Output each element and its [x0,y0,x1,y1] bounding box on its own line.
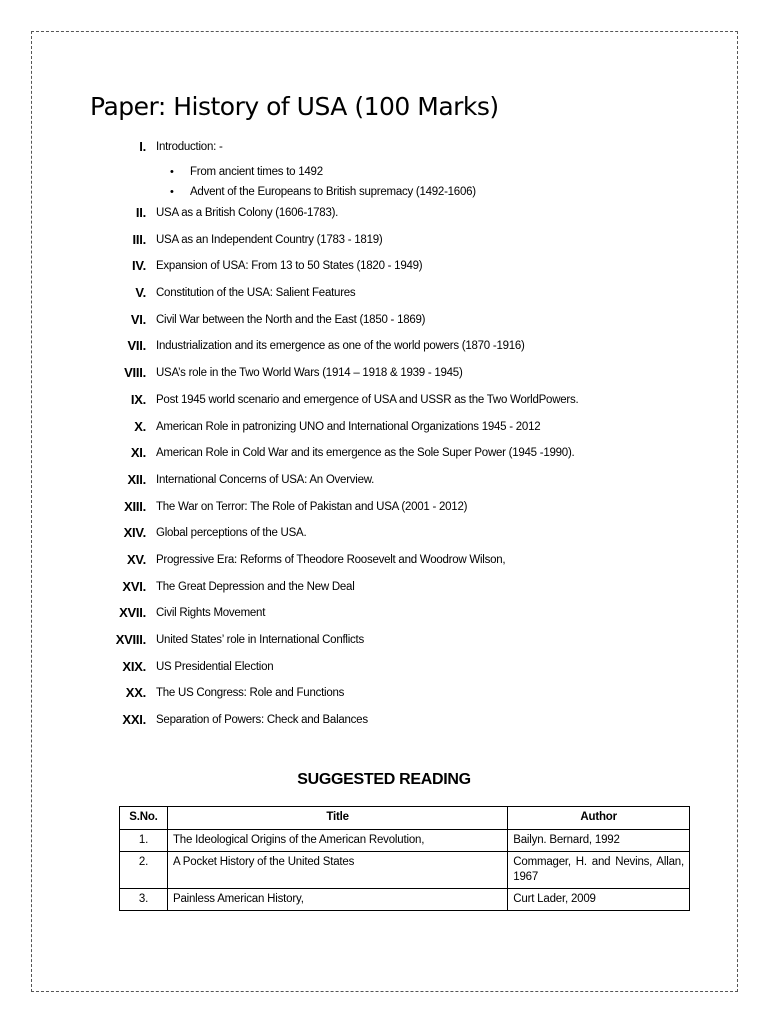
topic-numeral: XV. [126,551,146,567]
sublist-item-text: Advent of the Europeans to British supremacy (1492-1606) [190,186,476,198]
cell-title: The Ideological Origins of the American Revolution, [167,830,507,852]
topic-item [0,578,768,605]
topic-item [0,391,768,418]
table-header-row [120,807,690,830]
table-row [120,852,690,889]
topic-item [0,631,768,658]
topic-text: The Great Depression and the New Deal [156,580,355,593]
topic-numeral: XVI. [122,578,146,594]
topic-item [0,257,768,284]
topic-numeral: XX. [125,685,146,701]
topic-numeral: VIII. [124,365,146,381]
topic-numeral: XIV. [123,525,146,541]
topic-item [0,498,768,525]
cell-title: A Pocket History of the United States [167,852,507,889]
page-title: Paper: History of USA (100 Marks) [90,92,499,121]
cell-title: Painless American History, [167,889,507,911]
topic-item [0,284,768,311]
topic-text: Expansion of USA: From 13 to 50 States (1820 - 1949) [156,260,423,273]
cell-author: Commager, H. and Nevins, Allan, 1967 [508,852,690,889]
topic-item [0,711,768,738]
bullet-icon: • [170,186,174,198]
topic-numeral: I. [139,139,146,154]
topic-text: Civil War between the North and the East (1850 - 1869) [156,313,426,326]
topic-text: US Presidential Election [156,660,274,673]
topic-item [0,604,768,631]
topic-item [0,418,768,445]
topic-text: American Role in Cold War and its emergence as the Sole Super Power (1945 -1990). [156,447,575,460]
topic-numeral: XI. [130,445,146,461]
topic-text: Post 1945 world scenario and emergence of USA and USSR as the Two WorldPowers. [156,393,579,406]
sublist-item-text: From ancient times to 1492 [190,166,323,178]
topic-text: The US Congress: Role and Functions [156,687,345,700]
topic-text: Introduction: - [156,141,223,153]
sublist-item [0,164,768,184]
topic-text: Progressive Era: Reforms of Theodore Roosevelt and Woodrow Wilson, [156,553,506,566]
topic-numeral: XVII. [119,605,146,621]
topic-item [0,551,768,578]
cell-author: Curt Lader, 2009 [508,889,690,911]
cell-sno: 1. [120,830,168,852]
topic-text: USA as an Independent Country (1783 - 1819) [156,233,383,246]
topic-numeral: III. [132,231,146,247]
topic-item [0,138,768,164]
cell-author: Bailyn. Bernard, 1992 [508,830,690,852]
topic-numeral: II. [135,205,146,220]
topic-item [0,231,768,258]
topic-numeral: IX. [130,391,146,407]
topic-text: International Concerns of USA: An Overview. [156,473,375,486]
suggested-reading-table [119,806,690,911]
topic-item [0,311,768,338]
topic-numeral: VII. [127,338,146,354]
topic-numeral: IV. [132,258,146,274]
topic-text: United States’ role in International Conflicts [156,634,364,646]
column-header-sno: S.No. [120,807,168,830]
topic-text: Separation of Powers: Check and Balances [156,714,368,727]
topic-numeral: XXI. [122,712,146,728]
suggested-reading-heading: SUGGESTED READING [297,771,471,788]
topic-item [0,684,768,711]
table-row [120,889,690,911]
bullet-icon: • [170,166,174,178]
topic-numeral: V. [135,285,146,301]
topic-item [0,337,768,364]
topic-numeral: VI. [130,311,146,327]
topic-text: Constitution of the USA: Salient Features [156,287,356,300]
cell-sno: 3. [120,889,168,911]
intro-sublist [0,164,768,204]
topic-item [0,658,768,685]
topic-item [0,471,768,498]
topic-text: Industrialization and its emergence as one of the world powers (1870 -1916) [156,340,525,353]
topic-text: Global perceptions of the USA. [156,527,307,540]
column-header-title: Title [167,807,507,830]
topic-numeral: XII. [127,471,146,487]
topic-text: Civil Rights Movement [156,607,266,620]
topic-numeral: XIX. [122,658,146,674]
topic-text: USA as a British Colony (1606-1783). [156,207,339,219]
cell-sno: 2. [120,852,168,889]
topic-item [0,524,768,551]
topic-list [0,138,768,738]
column-header-author: Author [508,807,690,830]
topic-item [0,364,768,391]
topic-text: The War on Terror: The Role of Pakistan and USA (2001 - 2012) [156,500,468,513]
topic-numeral: X. [134,418,146,434]
topic-item [0,444,768,471]
topic-text: USA’s role in the Two World Wars (1914 – 1918 & 1939 - 1945) [156,367,463,380]
sublist-item [0,184,768,204]
topic-item [0,204,768,231]
topic-numeral: XIII. [124,498,146,514]
topic-numeral: XVIII. [115,632,146,647]
topic-text: American Role in patronizing UNO and International Organizations 1945 - 2012 [156,420,541,433]
table-row [120,830,690,852]
